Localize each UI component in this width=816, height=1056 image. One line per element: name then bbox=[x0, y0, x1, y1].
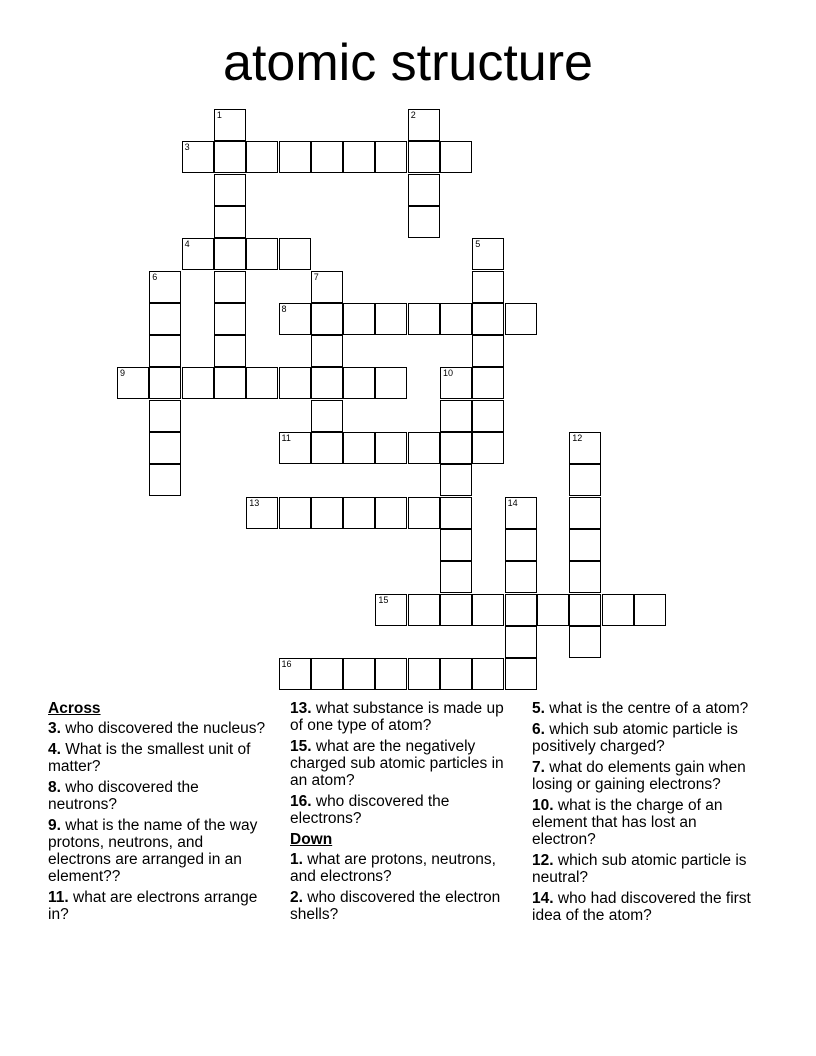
grid-cell[interactable] bbox=[343, 141, 375, 173]
grid-cell[interactable] bbox=[311, 497, 343, 529]
grid-cell[interactable] bbox=[440, 658, 472, 690]
clue-item bbox=[48, 889, 270, 923]
clue-number: 7 bbox=[313, 271, 319, 282]
clue-item bbox=[290, 851, 515, 885]
clue-item bbox=[48, 779, 270, 813]
grid-cell[interactable] bbox=[602, 594, 634, 626]
grid-cell[interactable] bbox=[472, 271, 504, 303]
clue-item-text: What is the smallest unit of matter? bbox=[48, 741, 251, 775]
grid-cell[interactable] bbox=[408, 497, 440, 529]
grid-cell[interactable] bbox=[182, 367, 214, 399]
clue-number: 1 bbox=[216, 110, 222, 120]
down-clue-list-continued bbox=[532, 700, 757, 924]
clue-item-number: 2. bbox=[290, 889, 303, 906]
clue-item-text: what substance is made up of one type of atom? bbox=[290, 700, 504, 734]
clue-item-number: 1. bbox=[290, 851, 303, 868]
clue-item bbox=[48, 817, 270, 885]
clue-item-number: 9. bbox=[48, 817, 61, 834]
grid-cell[interactable] bbox=[214, 109, 246, 141]
clue-item-number: 8. bbox=[48, 779, 61, 796]
clue-item bbox=[290, 889, 515, 923]
grid-cell[interactable] bbox=[375, 497, 407, 529]
clue-item bbox=[290, 700, 515, 734]
grid-cell[interactable] bbox=[149, 464, 181, 496]
grid-cell[interactable] bbox=[279, 238, 311, 270]
grid-cell[interactable] bbox=[569, 594, 601, 626]
grid-cell[interactable] bbox=[149, 400, 181, 432]
clue-item-number: 14. bbox=[532, 890, 554, 907]
clue-item-text: which sub atomic particle is positively charged? bbox=[532, 721, 738, 755]
clue-item-text: what is the centre of a atom? bbox=[544, 700, 749, 717]
down-header: Down bbox=[290, 831, 333, 848]
clue-item-text: who discovered the neutrons? bbox=[48, 779, 199, 813]
clue-number: 5 bbox=[475, 239, 481, 250]
grid-cell[interactable] bbox=[440, 400, 472, 432]
grid-cell[interactable] bbox=[311, 400, 343, 432]
clue-number: 13 bbox=[249, 497, 260, 508]
grid-cell[interactable] bbox=[440, 432, 472, 464]
grid-cell[interactable] bbox=[440, 303, 472, 335]
grid-cell[interactable] bbox=[569, 529, 601, 561]
grid-cell[interactable] bbox=[279, 432, 311, 464]
across-clue-list bbox=[48, 720, 270, 923]
grid-cell[interactable] bbox=[408, 594, 440, 626]
grid-cell[interactable] bbox=[440, 141, 472, 173]
grid-cell[interactable] bbox=[311, 432, 343, 464]
grid-cell[interactable] bbox=[569, 432, 601, 464]
clue-item-text: what are the negatively charged sub atomic particles in an atom? bbox=[290, 738, 504, 789]
clue-number: 16 bbox=[281, 659, 292, 670]
grid-cell[interactable] bbox=[472, 658, 504, 690]
clue-item-number: 15. bbox=[290, 738, 312, 755]
grid-cell[interactable] bbox=[375, 432, 407, 464]
grid-cell[interactable] bbox=[505, 594, 537, 626]
clue-item bbox=[532, 890, 757, 924]
clue-item-number: 4. bbox=[48, 741, 61, 758]
grid-cell[interactable] bbox=[214, 303, 246, 335]
grid-cell[interactable] bbox=[311, 658, 343, 690]
clue-number: 6 bbox=[152, 271, 158, 282]
clue-item bbox=[290, 738, 515, 789]
clue-item-number: 10. bbox=[532, 797, 554, 814]
grid-cell[interactable] bbox=[505, 303, 537, 335]
grid-cell[interactable] bbox=[505, 529, 537, 561]
grid-cell[interactable] bbox=[279, 658, 311, 690]
clue-item-text: who discovered the electron shells? bbox=[290, 889, 501, 923]
clue-item-text: what are electrons arrange in? bbox=[48, 889, 258, 923]
grid-cell[interactable] bbox=[472, 400, 504, 432]
grid-cell[interactable] bbox=[214, 238, 246, 270]
grid-cell[interactable] bbox=[375, 141, 407, 173]
grid-cell[interactable] bbox=[472, 238, 504, 270]
grid-cell[interactable] bbox=[182, 238, 214, 270]
grid-cell[interactable] bbox=[246, 497, 278, 529]
grid-cell[interactable] bbox=[311, 271, 343, 303]
grid-cell[interactable] bbox=[440, 529, 472, 561]
grid-cell[interactable] bbox=[569, 464, 601, 496]
clue-number: 14 bbox=[507, 497, 518, 508]
grid-cell[interactable] bbox=[279, 141, 311, 173]
clue-number: 9 bbox=[120, 368, 126, 379]
clues-column-2 bbox=[290, 700, 515, 927]
grid-cell[interactable] bbox=[214, 335, 246, 367]
puzzle-title: atomic structure bbox=[223, 34, 593, 92]
clues-column-1 bbox=[48, 700, 270, 927]
clue-item-text: what do elements gain when losing or gaining electrons? bbox=[532, 759, 746, 793]
grid-cell[interactable] bbox=[440, 594, 472, 626]
clue-item-number: 16. bbox=[290, 793, 312, 810]
grid-cell[interactable] bbox=[472, 303, 504, 335]
clue-item bbox=[532, 797, 757, 848]
grid-cell[interactable] bbox=[149, 335, 181, 367]
clue-number: 15 bbox=[378, 594, 389, 605]
grid-cell[interactable] bbox=[634, 594, 666, 626]
grid-cell[interactable] bbox=[408, 658, 440, 690]
grid-cell[interactable] bbox=[182, 141, 214, 173]
clue-number: 11 bbox=[281, 433, 291, 443]
clue-number: 3 bbox=[184, 142, 190, 153]
grid-cell[interactable] bbox=[440, 464, 472, 496]
grid-cell[interactable] bbox=[279, 497, 311, 529]
grid-cell[interactable] bbox=[375, 303, 407, 335]
grid-cell[interactable] bbox=[214, 206, 246, 238]
grid-cell[interactable] bbox=[569, 561, 601, 593]
grid-cell[interactable] bbox=[472, 335, 504, 367]
clue-item-number: 3. bbox=[48, 720, 61, 737]
grid-cell[interactable] bbox=[311, 367, 343, 399]
grid-cell[interactable] bbox=[537, 594, 569, 626]
grid-cell[interactable] bbox=[149, 432, 181, 464]
clues-column-3 bbox=[532, 700, 757, 928]
grid-cell[interactable] bbox=[311, 335, 343, 367]
grid-cell[interactable] bbox=[117, 367, 149, 399]
clue-item-text: who discovered the electrons? bbox=[290, 793, 450, 827]
grid-cell[interactable] bbox=[343, 367, 375, 399]
clue-number: 2 bbox=[410, 110, 416, 120]
clue-item-number: 7. bbox=[532, 759, 545, 776]
clue-number: 12 bbox=[572, 433, 583, 443]
grid-cell[interactable] bbox=[505, 626, 537, 658]
grid-cell[interactable] bbox=[440, 561, 472, 593]
grid-cell[interactable] bbox=[408, 303, 440, 335]
across-clue-list-continued bbox=[290, 700, 515, 827]
grid-cell[interactable] bbox=[246, 141, 278, 173]
grid-cell[interactable] bbox=[440, 367, 472, 399]
grid-cell[interactable] bbox=[214, 271, 246, 303]
grid-cell[interactable] bbox=[569, 497, 601, 529]
grid-cell[interactable] bbox=[149, 271, 181, 303]
clue-item bbox=[48, 741, 270, 775]
grid-cell[interactable] bbox=[311, 303, 343, 335]
grid-cell[interactable] bbox=[408, 141, 440, 173]
grid-cell[interactable] bbox=[214, 367, 246, 399]
clue-item bbox=[532, 759, 757, 793]
clue-item-number: 6. bbox=[532, 721, 545, 738]
clue-number: 8 bbox=[281, 303, 287, 314]
grid-cell[interactable] bbox=[440, 497, 472, 529]
clue-item-text: what are protons, neutrons, and electrons? bbox=[290, 851, 496, 885]
grid-cell[interactable] bbox=[472, 367, 504, 399]
grid-cell[interactable] bbox=[149, 367, 181, 399]
clue-item bbox=[532, 721, 757, 755]
grid-cell[interactable] bbox=[375, 658, 407, 690]
grid-cell[interactable] bbox=[214, 141, 246, 173]
grid-cell[interactable] bbox=[375, 594, 407, 626]
grid-cell[interactable] bbox=[246, 238, 278, 270]
grid-cell[interactable] bbox=[505, 497, 537, 529]
grid-cell[interactable] bbox=[311, 141, 343, 173]
clue-number: 4 bbox=[184, 239, 190, 250]
down-clue-list bbox=[290, 851, 515, 923]
clue-item-number: 5. bbox=[532, 700, 545, 717]
across-header: Across bbox=[48, 700, 101, 717]
clue-item bbox=[532, 852, 757, 886]
clue-item bbox=[532, 700, 757, 717]
grid-cell[interactable] bbox=[343, 497, 375, 529]
grid-cell[interactable] bbox=[343, 658, 375, 690]
clue-item-number: 12. bbox=[532, 852, 554, 869]
clue-item bbox=[48, 720, 270, 737]
clue-item-text: what is the charge of an element that has lost an electron? bbox=[532, 797, 723, 848]
clue-item bbox=[290, 793, 515, 827]
grid-cell[interactable] bbox=[408, 174, 440, 206]
clue-number: 10 bbox=[443, 368, 454, 379]
grid-cell[interactable] bbox=[343, 303, 375, 335]
grid-cell[interactable] bbox=[408, 432, 440, 464]
grid-cell[interactable] bbox=[408, 206, 440, 238]
clue-item-text: which sub atomic particle is neutral? bbox=[532, 852, 747, 886]
grid-cell[interactable] bbox=[569, 626, 601, 658]
grid-cell[interactable] bbox=[472, 432, 504, 464]
grid-cell[interactable] bbox=[279, 367, 311, 399]
clue-item-number: 11. bbox=[48, 889, 69, 906]
grid-cell[interactable] bbox=[472, 594, 504, 626]
grid-cell[interactable] bbox=[505, 658, 537, 690]
grid-cell[interactable] bbox=[214, 174, 246, 206]
clue-item-number: 13. bbox=[290, 700, 312, 717]
grid-cell[interactable] bbox=[149, 303, 181, 335]
grid-cell[interactable] bbox=[246, 367, 278, 399]
clue-item-text: who had discovered the first idea of the atom? bbox=[532, 890, 751, 924]
grid-cell[interactable] bbox=[505, 561, 537, 593]
clue-item-text: who discovered the nucleus? bbox=[60, 720, 266, 737]
grid-cell[interactable] bbox=[343, 432, 375, 464]
grid-cell[interactable] bbox=[279, 303, 311, 335]
grid-cell[interactable] bbox=[408, 109, 440, 141]
grid-cell[interactable] bbox=[375, 367, 407, 399]
clue-item-text: what is the name of the way protons, neutrons, and electrons are arranged in an element?? bbox=[48, 817, 258, 885]
